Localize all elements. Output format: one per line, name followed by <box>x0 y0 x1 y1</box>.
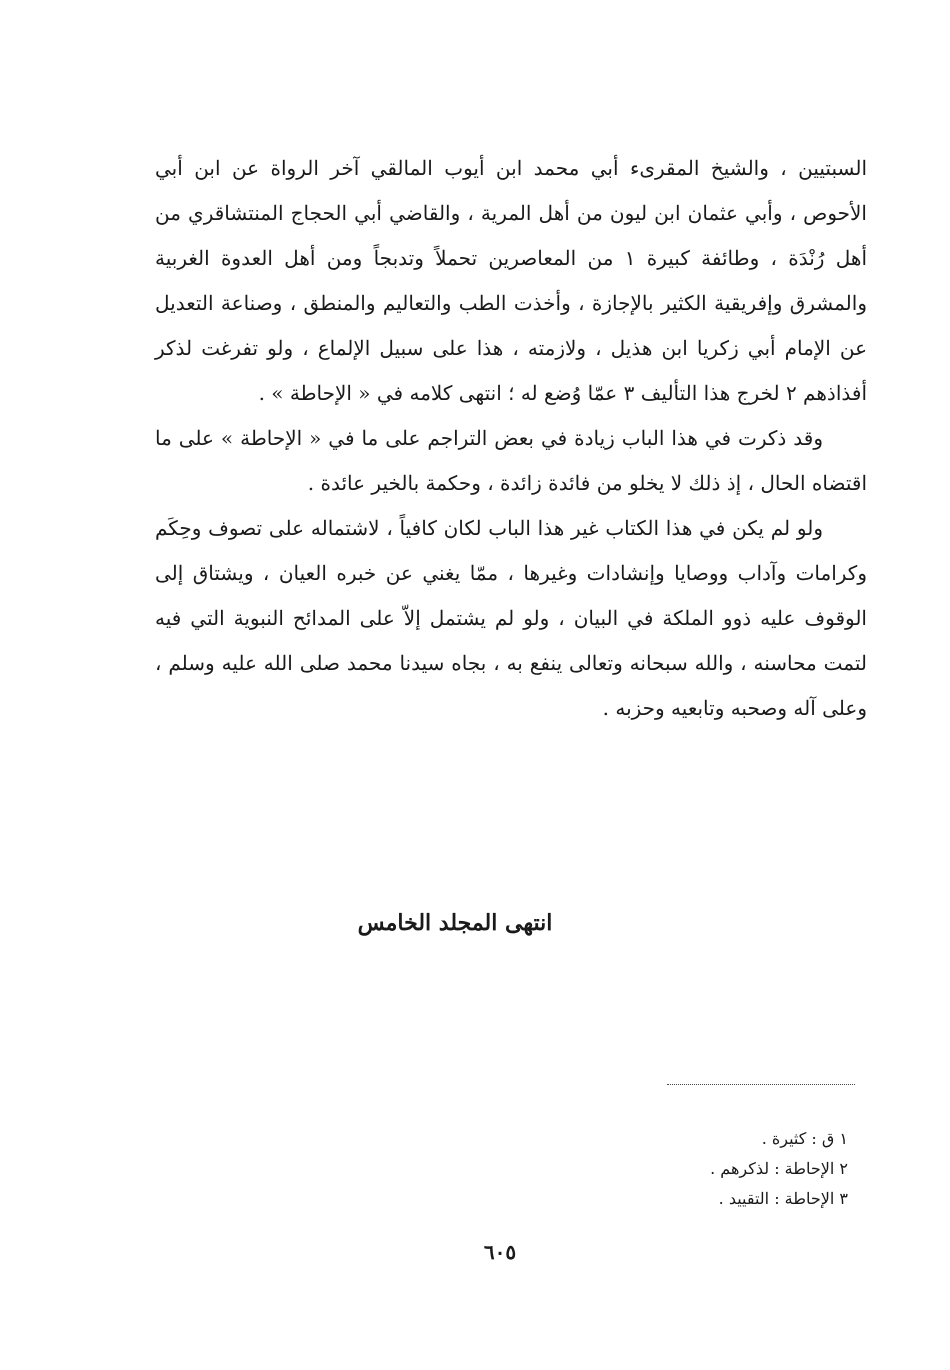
footnotes <box>520 1124 848 1214</box>
footnote-1: ١ ق : كثيرة . <box>761 1129 848 1148</box>
paragraph-2: وقد ذكرت في هذا الباب زيادة في بعض التراجم على ما في « الإحاطة » على ما اقتضاه الحال ، إذ ذلك لا يخلو من فائدة زائدة ، وحكمة بالخير عائدة . <box>155 426 867 495</box>
footnote-2: ٢ الإحاطة : لذكرهم . <box>710 1159 848 1178</box>
paragraph-3: ولو لم يكن في هذا الكتاب غير هذا الباب لكان كافياً ، لاشتماله على تصوف وحِكَم وكرامات وآداب ووصايا وإنشادات وغيرها ، ممّا يغني عن خبره العيان ، ويشتاق إلى الوقوف عليه ذوو الملكة في البيان ، ولو لم يشتمل إلاّ على المدائح النبوية التي فيه لتمت محاسنه ، والله سبحانه وتعالى ينفع به ، بجاه سيدنا محمد صلى الله عليه وسلم ، وعلى آله وصحبه وتابعيه وحزبه . <box>155 516 867 720</box>
main-text <box>155 146 867 731</box>
page-number: ٦٠٥ <box>483 1240 517 1264</box>
footnote-separator <box>667 1084 855 1085</box>
volume-end-heading: انتهى المجلد الخامس <box>357 910 553 936</box>
footnote-3: ٣ الإحاطة : التقييد . <box>718 1189 848 1208</box>
paragraph-1: السبتيين ، والشيخ المقرىء أبي محمد ابن أيوب المالقي آخر الرواة عن ابن أبي الأحوص ، وأبي عثمان ابن ليون من أهل المرية ، والقاضي أبي الحجاج المنتشاقري من أهل رُنْدَة ، وطائفة كبيرة ١ من المعاصرين تحملاً وتدبجاً ومن أهل العدوة الغربية والمشرق وإفريقية الكثير بالإجازة ، وأخذت الطب والتعاليم والمنطق ، وصناعة التعديل عن الإمام أبي زكريا ابن هذيل ، ولازمته ، هذا على سبيل الإلماع ، ولو تفرغت لذكر أفذاذهم ٢ لخرج هذا التأليف ٣ عمّا وُضع له ؛ انتهى كلامه في « الإحاطة » . <box>155 156 868 405</box>
